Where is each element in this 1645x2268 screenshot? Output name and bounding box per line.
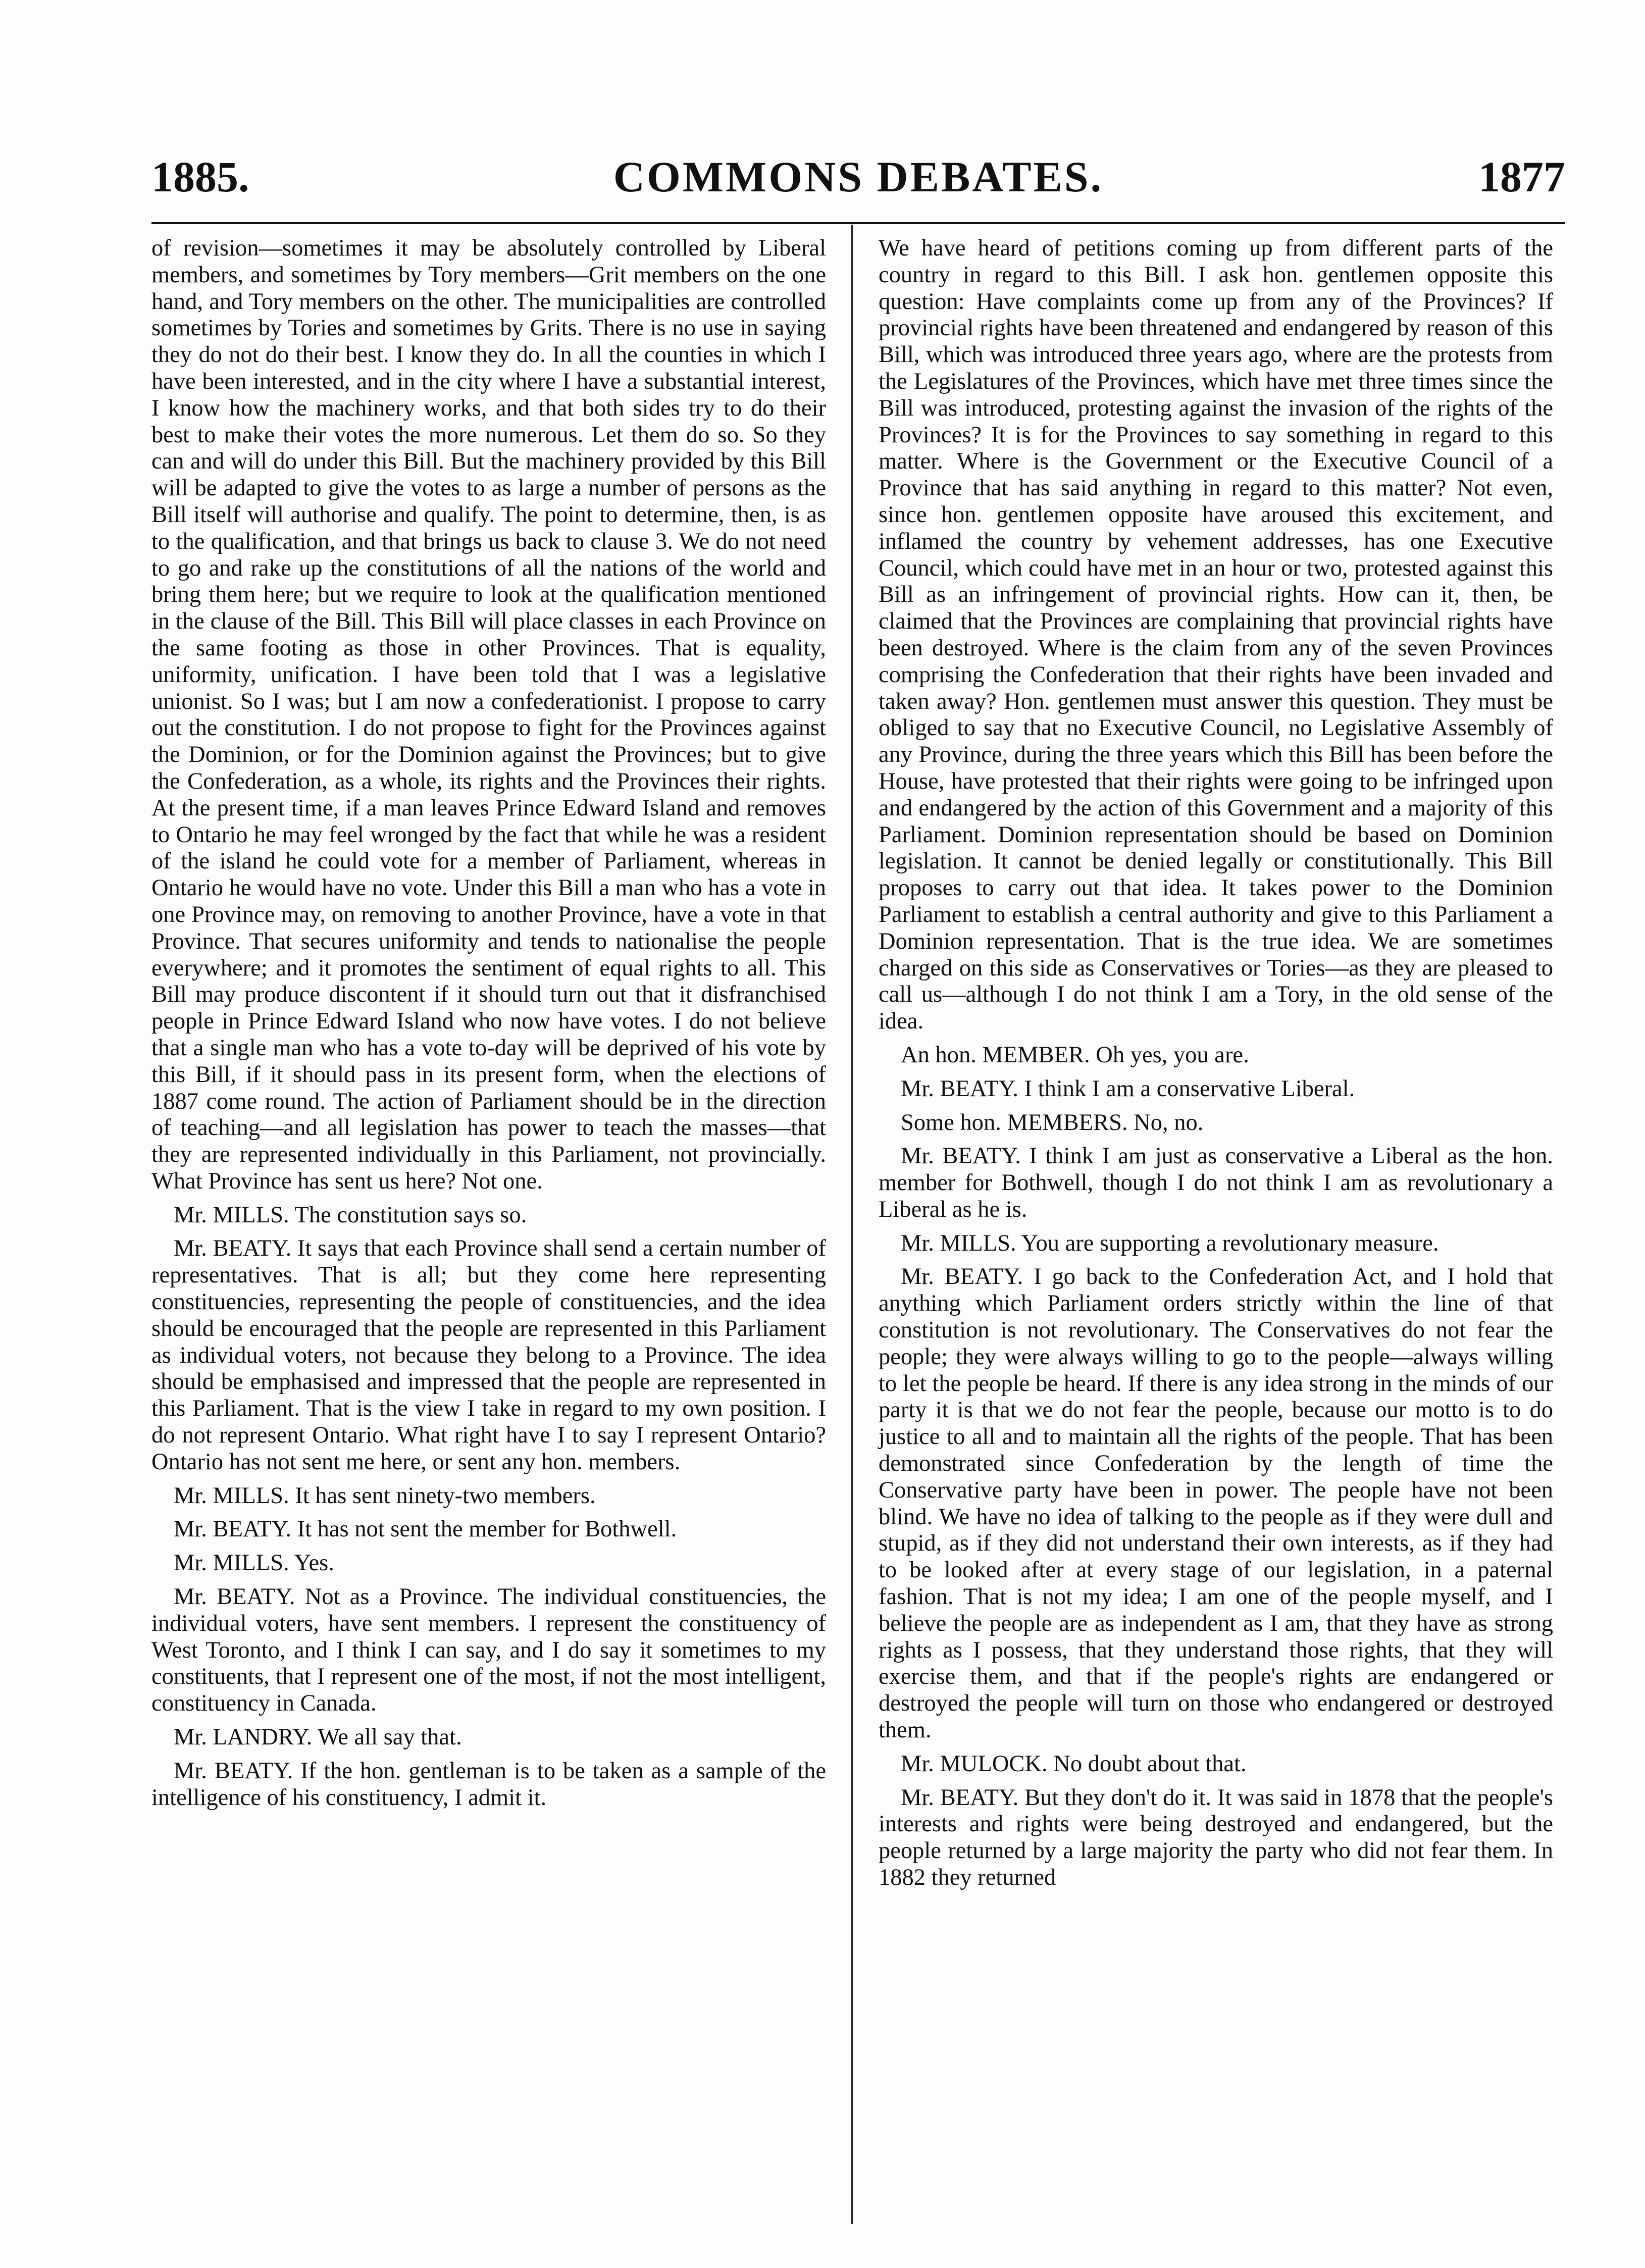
paragraph: Mr. BEATY. It says that each Province shall send a certain number of representatives. That is all; but they come here representing constituencies, representing the people of constituencies, and the idea should be encouraged that the people are represented in this Parliament as individual voters, not because they belong to a Province. The idea should be emphasised and impressed that the people are represented in this Parliament. That is the view I take in regard to my own position. I do not represent Ontario. What right have I to say I represent Ontario? Ontario has not sent me here, or sent any hon. members.	[151, 1235, 826, 1475]
paragraph: Mr. MULOCK. No doubt about that.	[901, 1750, 1247, 1777]
paragraph: Mr. BEATY. Not as a Province. The individual constituencies, the individual voters, have sent members. I represent the constituency of West Toronto, and I think I can say, and I do say it sometimes to my constituents, that I represent one of the most, if not the most intelligent, constituency in Canada.	[151, 1584, 826, 1717]
paragraph: Mr. MILLS. Yes.	[174, 1550, 334, 1576]
header-rule	[151, 222, 1565, 224]
column-divider	[851, 225, 853, 2224]
paragraph: Mr. BEATY. But they don't do it. It was said in 1878 that the people's interests and rights were being destroyed and endangered, but the people returned by a large majority the party who did not fear them. In 1882 they returned	[879, 1784, 1553, 1891]
paragraph: Mr. LANDRY. We all say that.	[174, 1724, 462, 1750]
paragraph: of revision—sometimes it may be absolutely controlled by Liberal members, and sometimes by Tory members—Grit members on the one hand, and Tory members on the other. The municipalities are controlled sometimes by Tories and sometimes by Grits. There is no use in saying they do not do their best. I know they do. In all the counties in which I have been interested, and in the city where I have a substantial interest, I know how the machinery works, and that both sides try to do their best to make their votes the more numerous. Let them do so. So they can and will do under this Bill. But the machinery provided by this Bill will be adapted to give the votes to as large a number of persons as the Bill itself will authorise and qualify. The point to determine, then, is as to the qualification, and that brings us back to clause 3. We do not need to go and rake up the constitutions of all the nations of the world and bring them here; but we require to look at the qualification mentioned in the clause of the Bill. This Bill will place classes in each Province on the same footing as those in other Provinces. That is equality, uniformity, unification. I have been told that I was a legislative unionist. So I was; but I am now a confederationist. I propose to carry out the constitution. I do not propose to fight for the Provinces against the Dominion, or for the Dominion against the Provinces; but to give the Confederation, as a whole, its rights and the Provinces their rights. At the present time, if a man leaves Prince Edward Island and removes to Ontario he may feel wronged by the fact that while he was a resident of the island he could vote for a member of Parliament, whereas in Ontario he would have no vote. Under this Bill a man who has a vote in one Province may, on removing to another Province, have a vote in that Province. That secures uniformity and tends to nationalise the people everywhere; and it promotes the sentiment of equal rights to all. This Bill may produce discontent if it should turn out that it disfranchised people in Prince Edward Island who now have votes. I do not believe that a single man who has a vote to-day will be deprived of his vote by this Bill, if it should pass in its present form, when the elections of 1887 come round. The action of Parliament should be in the direction of teaching—and all legislation has power to teach the masses—that they are represented individually in this Parliament, not provincially. What Province has sent us here? Not one.	[151, 235, 826, 1194]
paragraph: Mr. BEATY. I think I am a conservative Liberal.	[901, 1075, 1355, 1102]
paragraph: Mr. BEATY. I think I am just as conservative a Liberal as the hon. member for Bothwell, though I do not think I am as revolutionary a Liberal as he is.	[879, 1143, 1553, 1222]
header-year: 1885.	[151, 152, 249, 201]
header-page-number: 1877	[1478, 152, 1565, 201]
header-title: COMMONS DEBATES.	[613, 152, 1104, 201]
paragraph: Some hon. MEMBERS. No, no.	[901, 1109, 1204, 1136]
paragraph: Mr. MILLS. It has sent ninety-two members.	[174, 1482, 596, 1509]
paragraph: We have heard of petitions coming up from different parts of the country in regard to this Bill. I ask hon. gentlemen opposite this question: Have complaints come up from any of the Provinces? If provincial rights have been threatened and endangered by reason of this Bill, which was introduced three years ago, where are the protests from the Legislatures of the Provinces, which have met three times since the Bill was introduced, protesting against the invasion of the rights of the Provinces? It is for the Provinces to say something in regard to this matter. Where is the Government or the Executive Council of a Province that has said anything in regard to this matter? Not even, since hon. gentlemen opposite have aroused this excitement, and inflamed the country by vehement addresses, has one Executive Council, which could have met in an hour or two, protested against this Bill as an infringement of provincial rights. How can it, then, be claimed that the Provinces are complaining that provincial rights have been destroyed. Where is the claim from any of the seven Provinces comprising the Confederation that their rights have been invaded and taken away? Hon. gentlemen must answer this question. They must be obliged to say that no Executive Council, no Legislative Assembly of any Province, during the three years which this Bill has been before the House, have protested that their rights were going to be infringed upon and endangered by the action of this Government and a majority of this Parliament. Dominion representation should be based on Dominion legislation. It cannot be denied legally or constitutionally. This Bill proposes to carry out that idea. It takes power to the Dominion Parliament to establish a central authority and give to this Parliament a Dominion representation. That is the true idea. We are sometimes charged on this side as Conservatives or Tories—as they are pleased to call us—although I do not think I am a Tory, in the old sense of the idea.	[879, 235, 1553, 1035]
paragraph: Mr. BEATY. I go back to the Confederation Act, and I hold that anything which Parliament orders strictly within the line of that constitution is not revolutionary. The Conservatives do not fear the people; they were always willing to go to the people—always willing to let the people be heard. If there is any idea strong in the minds of our party it is that we do not fear the people, because our motto is to do justice to all and to maintain all the rights of the people. That has been demonstrated since Confederation by the length of time the Conservative party have been in power. The people have not been blind. We have no idea of talking to the people as if they were dull and stupid, as if they did not understand their own interests, as if they had to be looked after at every stage of our legislation, in a paternal fashion. That is not my idea; I am one of the people myself, and I believe the people are as independent as I am, that they have as strong rights as I possess, that they understand those rights, that they will exercise them, and that if the people's rights are endangered or destroyed the people will turn on those who endangered or destroyed them.	[879, 1264, 1553, 1743]
paragraph: Mr. MILLS. The constitution says so.	[174, 1202, 527, 1228]
paragraph: Mr. BEATY. It has not sent the member for Bothwell.	[174, 1516, 677, 1542]
left-column	[151, 235, 826, 2225]
page-header	[151, 151, 1565, 207]
paragraph: Mr. BEATY. If the hon. gentleman is to be taken as a sample of the intelligence of his constituency, I admit it.	[151, 1758, 826, 1811]
paragraph: Mr. MILLS. You are supporting a revolutionary measure.	[901, 1230, 1439, 1256]
right-column	[879, 235, 1553, 2225]
paragraph: An hon. MEMBER. Oh yes, you are.	[901, 1042, 1249, 1068]
